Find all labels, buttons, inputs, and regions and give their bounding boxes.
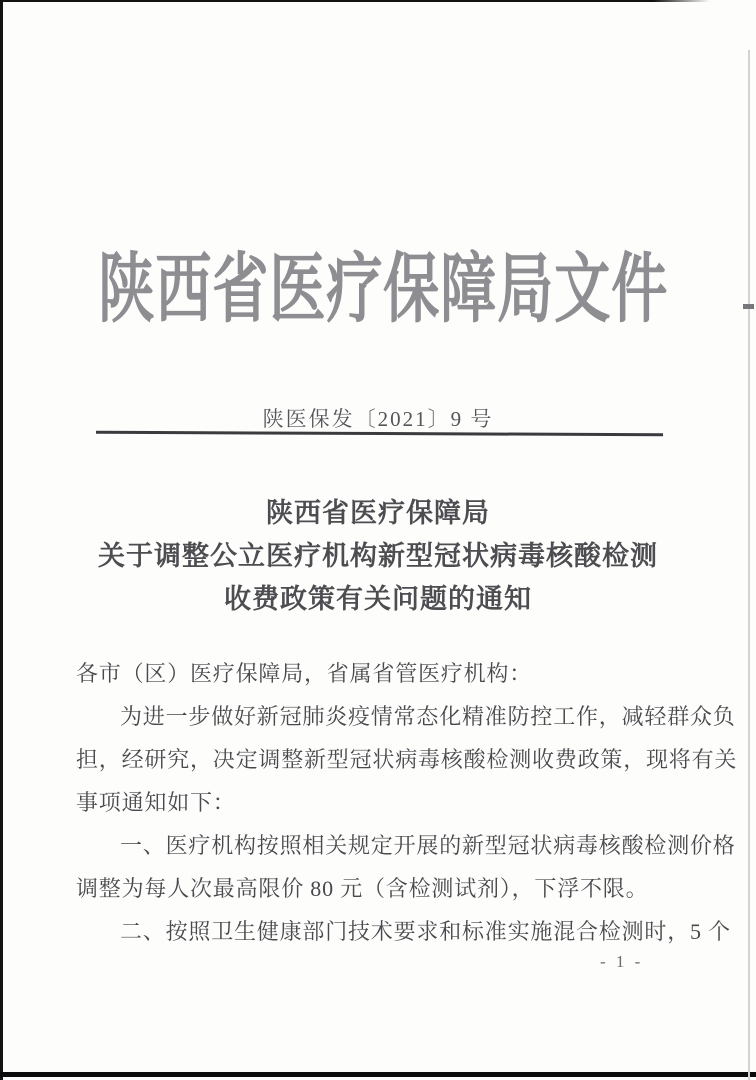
body-line: 为进一步做好新冠肺炎疫情常态化精准防控工作，减轻群众负 <box>120 704 736 729</box>
scan-line-dash <box>743 304 754 309</box>
body-line: 担，经研究，决定调整新型冠状病毒核酸检测收费政策，现将有关 <box>76 747 738 772</box>
scan-edge-bottom <box>0 1072 756 1077</box>
scan-edge-top <box>0 0 710 2</box>
body-line-salutation: 各市（区）医疗保障局，省属省管医疗机构： <box>76 661 533 686</box>
body-line: 事项通知如下： <box>76 790 236 815</box>
notice-title <box>6 492 750 621</box>
body-line-item-1: 一、医疗机构按照相关规定开展的新型冠状病毒核酸检测价格 <box>120 833 736 858</box>
scan-edge-left <box>0 0 3 1080</box>
body-line-item-2: 二、按照卫生健康部门技术要求和标准实施混合检测时，5 个 <box>120 919 731 944</box>
page-number: - 1 - <box>600 952 644 971</box>
agency-banner-title: 陕西省医疗保障局文件 <box>98 248 669 332</box>
notice-body <box>76 652 738 953</box>
notice-title-line: 关于调整公立医疗机构新型冠状病毒核酸检测 <box>98 541 658 571</box>
notice-title-line: 收费政策有关问题的通知 <box>224 584 532 614</box>
doc-reference-number: 陕医保发〔2021〕9 号 <box>262 407 494 431</box>
body-line: 调整为每人次最高限价 80 元（含检测试剂），下浮不限。 <box>76 876 649 901</box>
notice-title-line: 陕西省医疗保障局 <box>266 498 490 528</box>
